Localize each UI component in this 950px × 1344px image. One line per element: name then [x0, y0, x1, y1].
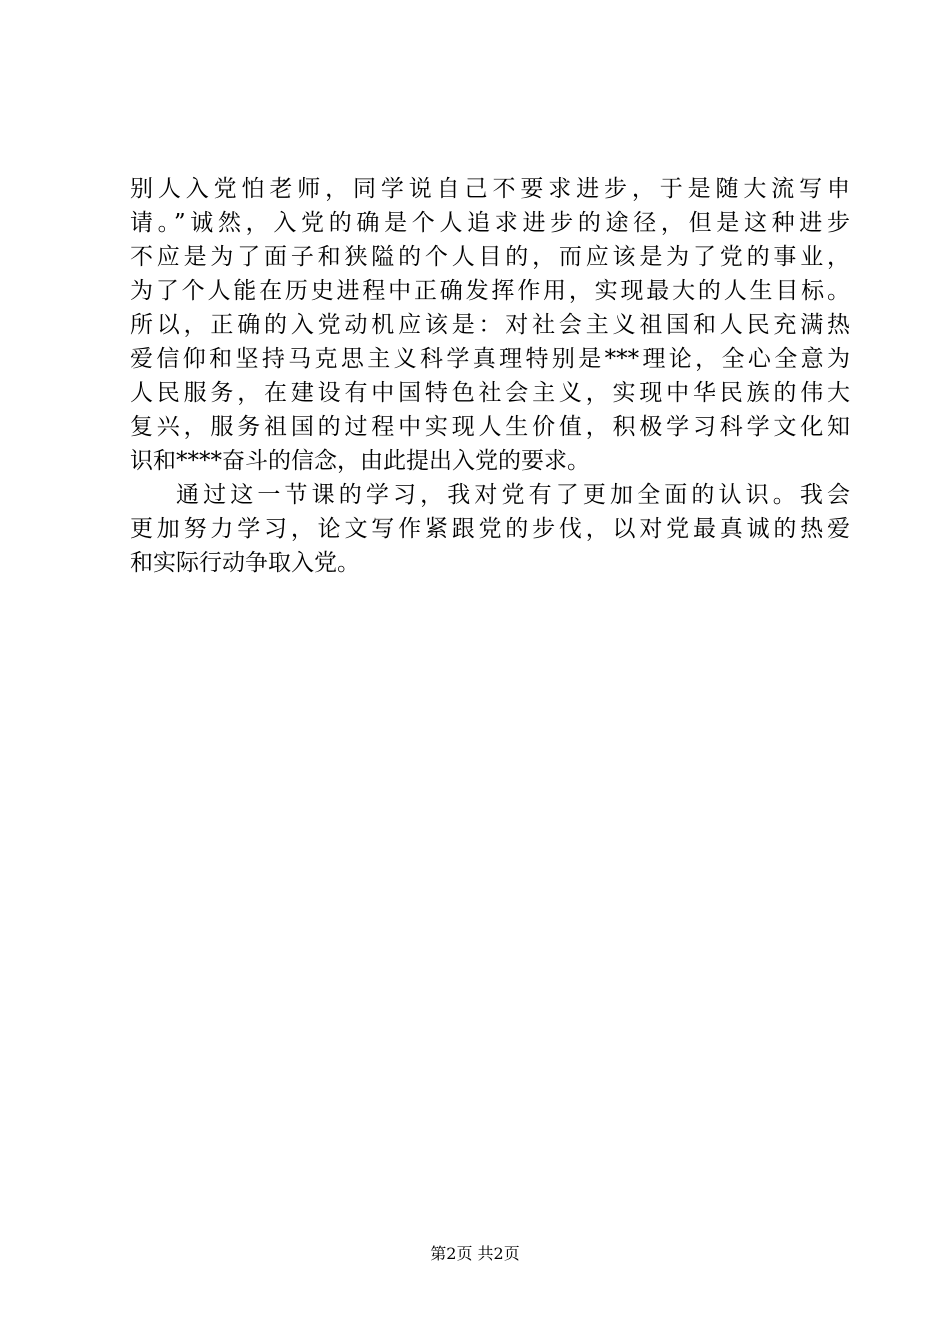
document-body [130, 172, 850, 580]
page-number-label: 第2页 共2页 [430, 1244, 520, 1263]
text-line: 别人入党怕老师，同学说自己不要求进步，于是随大流写申 [130, 176, 850, 202]
text-line: 通过这一节课的学习，我对党有了更加全面的认识。我会 [176, 482, 850, 508]
text-line: 复兴，服务祖国的过程中实现人生价值，积极学习科学文化知 [130, 414, 850, 440]
text-line: 更加努力学习，论文写作紧跟党的步伐，以对党最真诚的热爱 [130, 516, 850, 542]
text-line: 为了个人能在历史进程中正确发挥作用，实现最大的人生目标。 [130, 278, 850, 304]
text-line: 请。”诚然，入党的确是个人追求进步的途径，但是这种进步 [130, 210, 850, 236]
text-line: 和实际行动争取入党。 [130, 550, 360, 576]
text-line: 识和****奋斗的信念，由此提出入党的要求。 [130, 448, 590, 474]
paragraph-1 [130, 172, 850, 478]
page-footer [0, 1242, 950, 1266]
text-line: 人民服务，在建设有中国特色社会主义，实现中华民族的伟大 [130, 380, 850, 406]
text-line: 爱信仰和坚持马克思主义科学真理特别是***理论，全心全意为 [130, 346, 850, 372]
text-line: 所以，正确的入党动机应该是：对社会主义祖国和人民充满热 [130, 312, 850, 338]
text-line: 不应是为了面子和狭隘的个人目的，而应该是为了党的事业， [130, 244, 850, 270]
paragraph-2 [130, 478, 850, 580]
